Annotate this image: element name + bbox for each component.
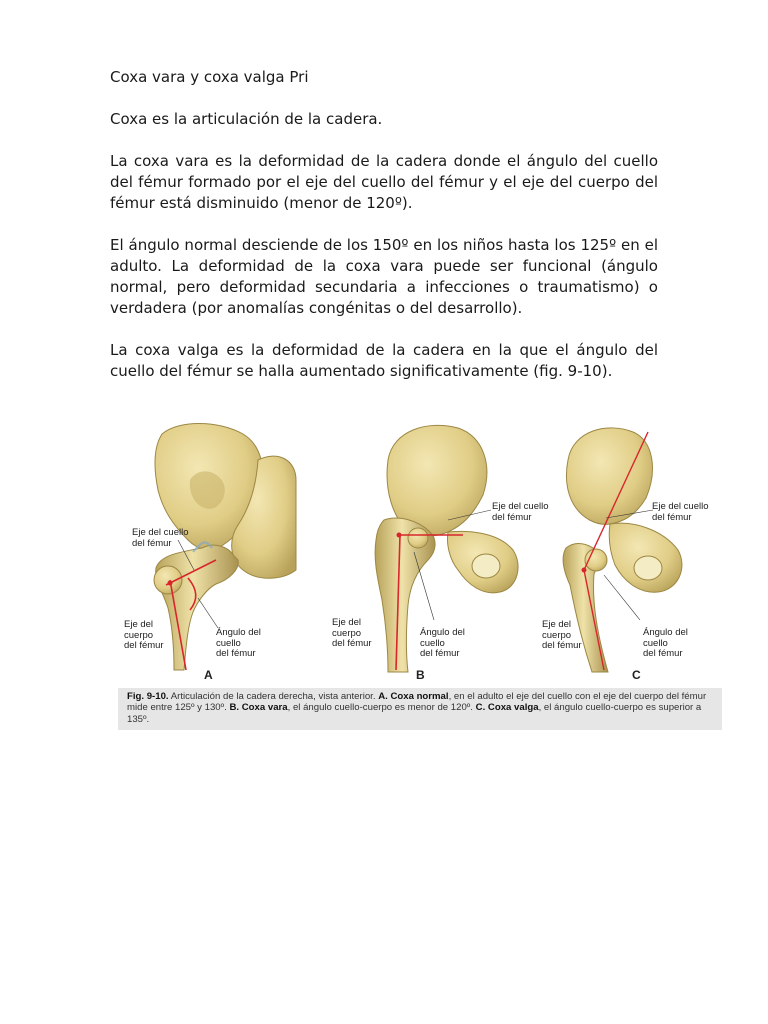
caption-b-text: , el ángulo cuello-cuerpo es menor de 120º. <box>287 702 476 714</box>
caption-b-label: B. Coxa vara <box>229 702 288 714</box>
caption-a-label: A. Coxa normal <box>378 691 449 702</box>
panel-a-neck-axis-label: Eje del cuello del fémur <box>132 527 189 549</box>
panel-b-letter: B <box>416 668 425 682</box>
paragraph-coxa-vara: La coxa vara es la deformidad de la cadera donde el ángulo del cuello del fémur formado por el eje del cuello del fémur y el eje del cuerpo del fémur está disminuido (menor de 120º). <box>110 152 658 212</box>
paragraph-coxa-valga: La coxa valga es la deformidad de la cadera en la que el ángulo del cuello del fémur se halla aumentado significativamente (fig. 9-10). <box>110 341 658 380</box>
panel-b-neck-axis-label: Eje del cuello del fémur <box>492 501 549 523</box>
caption-intro: Articulación de la cadera derecha, vista anterior. <box>168 691 379 702</box>
panel-a-letter: A <box>204 668 213 682</box>
panel-a-angle-label: Ángulo del cuello del fémur <box>216 627 261 659</box>
panel-b-angle-label: Ángulo del cuello del fémur <box>420 627 465 659</box>
caption-fig-label: Fig. 9-10. <box>127 691 169 702</box>
panel-b-body-axis-label: Eje del cuerpo del fémur <box>332 617 372 649</box>
caption-c-text: , el ángulo cuello-cuerpo es superior a 135º. <box>127 702 702 725</box>
document-title: Coxa vara y coxa valga Pri <box>110 68 309 86</box>
panel-c-letter: C <box>632 668 641 682</box>
panel-c-angle-label: Ángulo del cuello del fémur <box>643 627 688 659</box>
hip-figure <box>118 420 722 730</box>
panel-a-body-axis-label: Eje del cuerpo del fémur <box>124 619 164 651</box>
caption-a-text: , en el adulto el eje del cuello con el eje del cuerpo del fémur mide entre 125º y 130º. <box>127 691 707 714</box>
paragraph-definition: Coxa es la articulación de la cadera. <box>110 110 383 128</box>
panel-c-neck-axis-label: Eje del cuello del fémur <box>652 501 709 523</box>
caption-c-label: C. Coxa valga <box>475 702 539 714</box>
panel-c-body-axis-label: Eje del cuerpo del fémur <box>542 619 582 651</box>
figure-caption <box>118 688 722 730</box>
paragraph-normal-angle: El ángulo normal desciende de los 150º en los niños hasta los 125º en el adulto. La deformidad de la coxa vara puede ser funcional (ángulo normal, pero deformidad secundaria a infecciones o traumatismo) o verdadera (por anomalías congénitas o del desarrollo). <box>110 236 658 317</box>
